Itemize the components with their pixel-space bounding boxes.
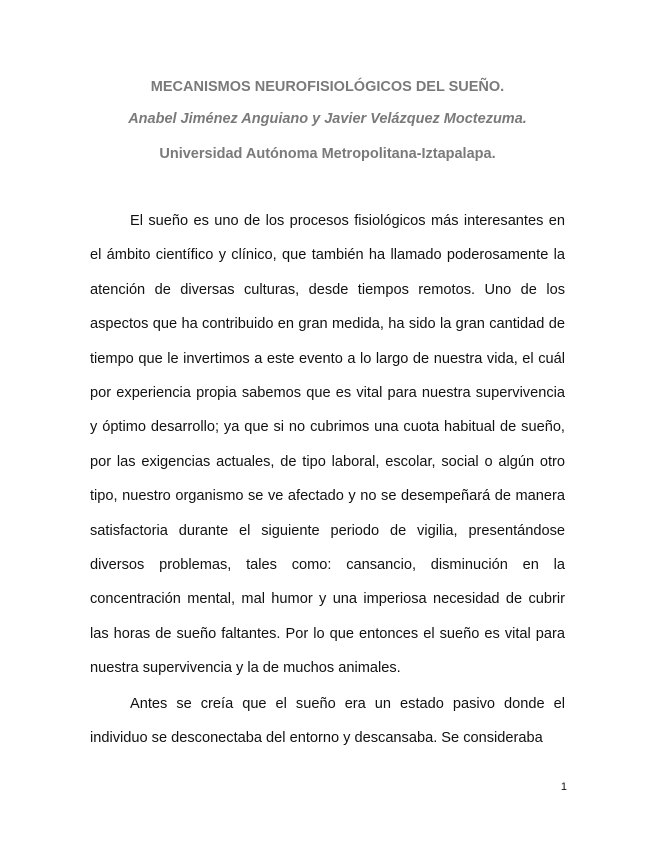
document-title: MECANISMOS NEUROFISIOLÓGICOS DEL SUEÑO. <box>150 79 505 95</box>
document-authors: Anabel Jiménez Anguiano y Javier Velázquez Moctezuma. <box>128 111 527 127</box>
body-paragraph: Antes se creía que el sueño era un estado pasivo donde el individuo se desconectaba del entorno y descansaba. Se consideraba <box>90 696 565 747</box>
page-number: 1 <box>560 781 567 793</box>
body-paragraph: El sueño es uno de los procesos fisiológicos más interesantes en el ámbito científico y clínico, que también ha llamado poderosamente la atención de diversas culturas, desde tiempos remotos. Uno de los aspectos que ha contribuido en gran medida, ha sido la gran cantidad de tiempo que le invertimos a este evento a lo largo de nuestra vida, el cuál por experiencia propia sabemos que es vital para nuestra supervivencia y óptimo desarrollo; ya que si no cubrimos una cuota habitual de sueño, por las exigencias actuales, de tipo laboral, escolar, social o algún otro tipo, nuestro organismo se ve afectado y no se desempeñará de manera satisfactoria durante el siguiente periodo de vigilia, presentándose diversos problemas, tales como: cansancio, disminución en la concentración mental, mal humor y una imperiosa necesidad de cubrir las horas de sueño faltantes. Por lo que entonces el sueño es vital para nuestra supervivencia y la de muchos animales. <box>90 213 565 677</box>
document-institution: Universidad Autónoma Metropolitana-Iztapalapa. <box>159 146 496 162</box>
